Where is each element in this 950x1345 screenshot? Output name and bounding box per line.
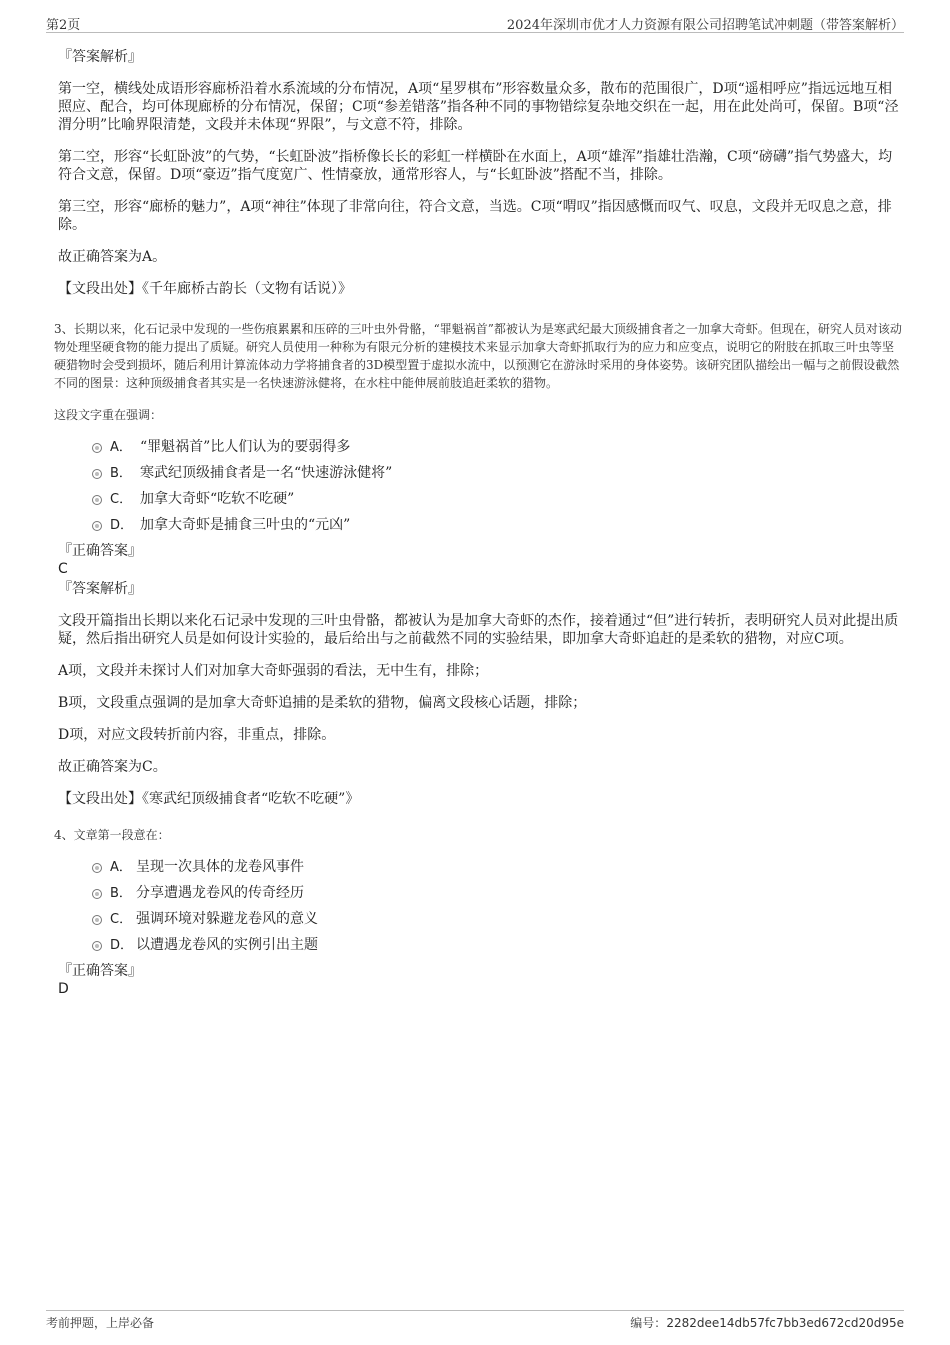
option-letter: B． [110,886,132,901]
source-line [58,790,904,808]
option-d[interactable] [92,512,904,538]
option-letter: B． [110,466,132,481]
option-list [92,434,904,538]
document-id-code: 2282dee14db57fc7bb3ed672cd20d95e [666,1316,904,1330]
analysis-paragraph: B项，文段重点强调的是加拿大奇虾追捕的是柔软的猎物，偏离文段核心话题，排除； [58,695,587,711]
radio-icon[interactable] [92,941,102,951]
page-header [46,14,904,33]
source-label: 【文段出处】 [58,281,142,297]
radio-icon[interactable] [92,495,102,505]
option-text: 加拿大奇虾是捕食三叶虫的“元凶” [140,517,351,533]
option-letter: D． [110,938,134,953]
option-letter: D． [110,518,134,533]
option-a[interactable] [92,854,904,880]
radio-icon[interactable] [92,915,102,925]
option-c[interactable] [92,906,904,932]
radio-icon[interactable] [92,469,102,479]
correct-answer: D [58,981,69,997]
correct-answer: C [58,561,68,577]
analysis-paragraph: 故正确答案为A。 [58,249,167,265]
analysis-paragraph: 故正确答案为C。 [58,759,167,775]
document-id-label: 编号： [630,1316,667,1330]
footer-slogan: 考前押题，上岸必备 [46,1316,155,1330]
source-label: 【文段出处】 [58,791,142,807]
option-letter: A． [110,860,132,875]
option-b[interactable] [92,460,904,486]
option-a[interactable] [92,434,904,460]
document-id [630,1314,904,1331]
option-text: 呈现一次具体的龙卷风事件 [136,859,304,875]
option-text: 加拿大奇虾“吃软不吃硬” [140,491,295,507]
page-number: 第2页 [46,18,81,33]
answer-tag: 『正确答案』 [58,963,142,979]
source-text: 《千年廊桥古韵长（文物有话说）》 [142,281,352,297]
option-letter: C． [110,912,133,927]
option-text: 寒武纪顶级捕食者是一名“快速游泳健将” [140,465,393,481]
analysis-paragraph: D项，对应文段转折前内容，非重点，排除。 [58,727,336,743]
option-text: 分享遭遇龙卷风的传奇经历 [136,885,304,901]
analysis-tag: 『答案解析』 [58,581,142,597]
source-text: 《寒武纪顶级捕食者“吃软不吃硬”》 [142,791,360,807]
analysis-tag: 『答案解析』 [58,49,142,65]
answer-tag: 『正确答案』 [58,543,142,559]
question-stem: 3、长期以来，化石记录中发现的一些伤痕累累和压碎的三叶虫外骨骼，“罪魁祸首”都被认为是寒武纪最大顶级捕食者之一加拿大奇虾。但现在，研究人员对该动物处理坚硬食物的能力提出了质疑。研究人员使用一种称为有限元分析的建模技术来显示加拿大奇虾抓取行为的应力和应变点，说明它的附肢在抓取三叶虫等坚硬猎物时会受到损坏，随后利用计算流体动力学将捕食者的3D模型置于虚拟水流中，以预测它在游泳时采用的身体姿势。该研究团队描绘出一幅与之前假设截然不同的图景：这种顶级捕食者其实是一名快速游泳健将，在水柱中能伸展前肢追赶柔软的猎物。 [54,322,902,390]
document-title: 2024年深圳市优才人力资源有限公司招聘笔试冲刺题（带答案解析） [506,18,904,33]
page-content [54,48,904,998]
question-prompt: 这段文字重在强调： [54,408,163,422]
option-text: “罪魁祸首”比人们认为的要弱得多 [140,439,351,455]
option-d[interactable] [92,932,904,958]
option-text: 强调环境对躲避龙卷风的意义 [136,911,318,927]
option-list [92,854,904,958]
radio-icon[interactable] [92,443,102,453]
analysis-paragraph: 第二空，形容“长虹卧波”的气势，“长虹卧波”指桥像长长的彩虹一样横卧在水面上，A项“雄浑”指雄壮浩瀚，C项“磅礴”指气势盛大，均符合文意，保留。D项“豪迈”指气度宽广、性情豪放，通常形容人，与“长虹卧波”搭配不当，排除。 [58,149,893,183]
analysis-paragraph: 第三空，形容“廊桥的魅力”，A项“神往”体现了非常向往，符合文意，当选。C项“喟叹”指因感慨而叹气、叹息，文段并无叹息之意，排除。 [58,199,892,233]
option-letter: A． [110,440,132,455]
radio-icon[interactable] [92,863,102,873]
page-footer [46,1310,904,1333]
source-line [58,280,904,298]
option-letter: C． [110,492,133,507]
option-b[interactable] [92,880,904,906]
option-text: 以遭遇龙卷风的实例引出主题 [136,937,318,953]
prev-analysis-section [58,48,904,298]
question-4 [54,826,904,998]
option-c[interactable] [92,486,904,512]
analysis-paragraph: 文段开篇指出长期以来化石记录中发现的三叶虫骨骼，都被认为是加拿大奇虾的杰作，接着通过“但”进行转折，表明研究人员对此提出质疑，然后指出研究人员是如何设计实验的，最后给出与之前截然不同的实验结果，即加拿大奇虾追赶的是柔软的猎物，对应C项。 [58,613,899,647]
radio-icon[interactable] [92,889,102,899]
question-stem: 4、文章第一段意在： [54,828,170,842]
analysis-paragraph: 第一空，横线处成语形容廊桥沿着水系流域的分布情况，A项“星罗棋布”形容数量众多，散布的范围很广，D项“遥相呼应”指远远地互相照应、配合，均可体现廊桥的分布情况，保留；C项“参差错落”指各种不同的事物错综复杂地交织在一起，用在此处尚可，保留。B项“泾渭分明”比喻界限清楚，文段并未体现“界限”，与文意不符，排除。 [58,81,899,133]
analysis-paragraph: A项，文段并未探讨人们对加拿大奇虾强弱的看法，无中生有，排除； [58,663,489,679]
radio-icon[interactable] [92,521,102,531]
question-3 [54,320,904,808]
